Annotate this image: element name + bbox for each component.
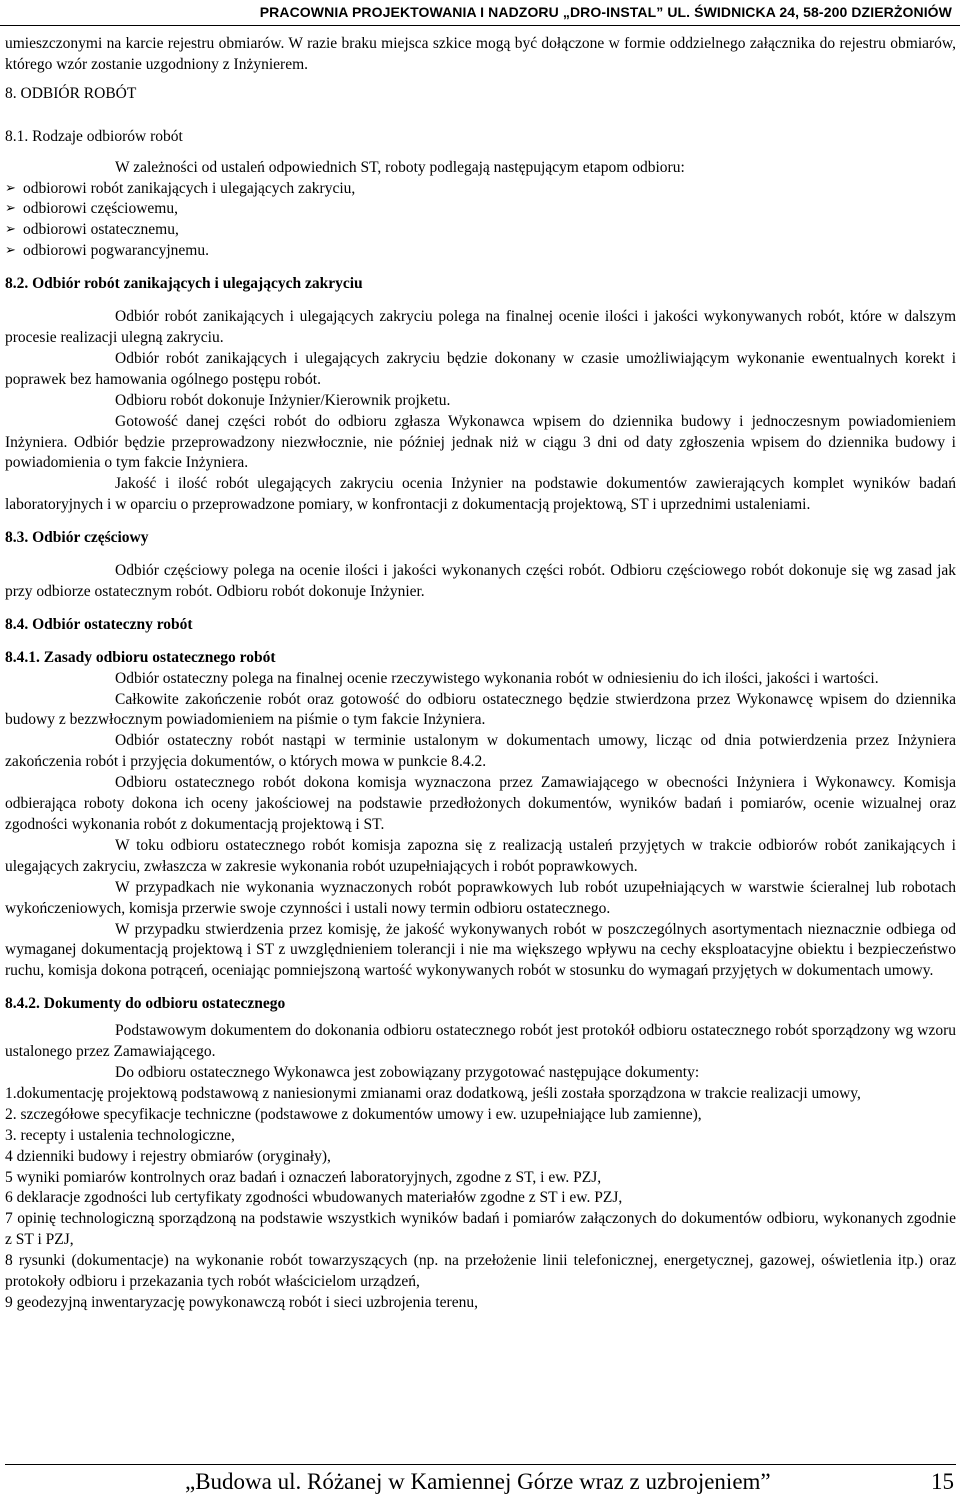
paragraph: Odbiór ostateczny robót nastąpi w terminie ustalonym w dokumentach umowy, licząc od dnia potwierdzenia przez Inżyniera zakończenia robót i przyjęcia dokumentów, o których mowa w punkcie 8.4.2. (5, 732, 956, 771)
subsection-heading: 8.4.1. Zasady odbioru ostatecznego robót (5, 648, 276, 666)
list-item: 9 geodezyjną inwentaryzację powykonawczą robót i sieci uzbrojenia terenu, (5, 1293, 478, 1311)
paragraph: Całkowite zakończenie robót oraz gotowość do odbioru ostatecznego będzie stwierdzona przez Wykonawcę wpisem do dziennika budowy z bezzwłocznym powiadomieniem na piśmie o tym fakcie Inżyniera. (5, 690, 956, 729)
list-item: ➢ odbiorowi pogwarancyjnemu. (5, 241, 956, 262)
page-content (5, 34, 956, 1314)
paragraph: Odbiór robót zanikających i ulegających zakryciu polega na finalnej ocenie ilości i jakości wykonywanych robót, które w dalszym procesie realizacji ulegną zakryciu. (5, 308, 956, 346)
paragraph: W toku odbioru ostatecznego robót komisja zapozna się z realizacją ustaleń przyjętych w trakcie odbiorów robót zanikających i ulegających zakryciu, zwłaszcza w zakresie wykonania robót uzupełniających i robót poprawkowych. (5, 836, 956, 875)
paragraph: Odbioru ostatecznego robót dokona komisja wyznaczona przez Zamawiającego w obecności Inżyniera i Wykonawcy. Komisja odbierająca roboty dokona ich oceny jakościowej na podstawie przedłożonych dokumentów, wyników badań i pomiarów, ocenie wizualnej oraz zgodności wykonania robót z dokumentacją projektową i ST. (5, 774, 956, 833)
list-item: 8 rysunki (dokumentacje) na wykonanie robót towarzyszących (np. na przełożenie linii telefonicznej, energetycznej, gazowej, oświetlenia itp.) oraz protokoły odbioru i przekazania tych robót właścicielom urządzeń, (5, 1252, 956, 1291)
list-item: ➢ odbiorowi częściowemu, (5, 199, 956, 220)
paragraph: Podstawowym dokumentem do dokonania odbioru ostatecznego robót jest protokół odbioru ostatecznego robót sporządzony wg wzoru ustalonego przez Zamawiającego. (5, 1022, 956, 1061)
paragraph: Odbiór ostateczny polega na finalnej ocenie rzeczywistego wykonania robót w odniesieniu do ich ilości, jakości i wartości. (115, 669, 879, 687)
list-item: ➢ odbiorowi ostatecznemu, (5, 220, 956, 241)
paragraph: Jakość i ilość robót ulegających zakryciu ocenia Inżynier na podstawie dokumentów zawierających komplet wyników badań laboratoryjnych i w oparciu o przeprowadzone pomiary, w konfrontacji z dokumentacją projektową, ST i uprzednimi ustaleniami. (5, 475, 956, 514)
section-heading: 8. ODBIÓR ROBÓT (5, 84, 137, 102)
section-heading: 8.1. Rodzaje odbiorów robót (5, 127, 183, 145)
section-heading: 8.3. Odbiór częściowy (5, 529, 149, 547)
arrow-bullet-icon: ➢ (5, 222, 16, 238)
list-item: 2. szczegółowe specyfikacje techniczne (podstawowe z dokumentów umowy i ew. uzupełniające lub zamienne), (5, 1105, 702, 1123)
page-footer (5, 1464, 956, 1495)
subsection-heading: 8.4.2. Dokumenty do odbioru ostatecznego (5, 995, 286, 1013)
list-item: ➢ odbiorowi robót zanikających i ulegających zakryciu, (5, 179, 956, 200)
section-heading: 8.4. Odbiór ostateczny robót (5, 615, 193, 633)
paragraph: W przypadkach nie wykonania wyznaczonych robót poprawkowych lub robót uzupełniających w warstwie ścieralnej lub robotach wykończeniowych, komisja przerwie swoje czynności i ustali nowy termin odbioru ostatecznego. (5, 878, 956, 917)
arrow-bullet-icon: ➢ (5, 180, 16, 196)
paragraph: Do odbioru ostatecznego Wykonawca jest zobowiązany przygotować następujące dokumenty: (115, 1063, 700, 1081)
list-item: 3. recepty i ustalenia technologiczne, (5, 1126, 235, 1144)
paragraph: W zależności od ustaleń odpowiednich ST, roboty podlegają następującym etapom odbioru: (115, 158, 685, 176)
page-number: 15 (931, 1469, 954, 1494)
paragraph: umieszczonymi na karcie rejestru obmiarów. W razie braku miejsca szkice mogą być dołączone w formie oddzielnego załącznika do rejestru obmiarów, którego wzór zostanie uzgodniony z Inżynierem. (5, 35, 956, 73)
section-heading: 8.2. Odbiór robót zanikających i ulegających zakryciu (5, 275, 363, 293)
page-header: PRACOWNIA PROJEKTOWANIA I NADZORU „DRO-INSTAL” UL. ŚWIDNICKA 24, 58-200 DZIERŻONIÓW (0, 0, 960, 26)
paragraph: W przypadku stwierdzenia przez komisję, że jakość wykonywanych robót w poszczególnych asortymentach nieznacznie odbiega od wymaganej dokumentacją projektową i ST z uwzględnieniem tolerancji i nie ma większego wpływu na cechy eksploatacyjne obiektu i bezpieczeństwo ruchu, komisja dokona potrąceń, oceniając pomniejszoną wartość wykonywanych robót w stosunku do wymagań przyjętych w dokumentach umowy. (5, 920, 956, 980)
paragraph: Odbioru robót dokonuje Inżynier/Kierownik projketu. (115, 391, 451, 409)
paragraph: Odbiór robót zanikających i ulegających zakryciu będzie dokonany w czasie umożliwiającym wykonanie ewentualnych korekt i poprawek bez hamowania ogólnego postępu robót. (5, 349, 956, 388)
paragraph: Odbiór częściowy polega na ocenie ilości i jakości wykonanych części robót. Odbioru częściowego robót dokonuje się wg zasad jak przy odbiorze ostatecznym robót. Odbioru robót dokonuje Inżynier. (5, 562, 956, 600)
list-item: 6 deklaracje zgodności lub certyfikaty zgodności wbudowanych materiałów zgodne z ST i ew. PZJ, (5, 1189, 623, 1207)
list-item: 4 dzienniki budowy i rejestry obmiarów (oryginały), (5, 1147, 331, 1165)
footer-title: „Budowa ul. Różanej w Kamiennej Górze wraz z uzbrojeniem” (185, 1469, 771, 1494)
list-item: 1.dokumentację projektową podstawową z naniesionymi zmianami oraz dodatkową, jeśli została sporządzona w trakcie realizacji umowy, (5, 1084, 861, 1102)
list-item: 5 wyniki pomiarów kontrolnych oraz badań i oznaczeń laboratoryjnych, zgodne z ST, i ew. PZJ, (5, 1168, 602, 1186)
list-item: 7 opinię technologiczną sporządzoną na podstawie wszystkich wyników badań i pomiarów załączonych do dokumentów odbioru, wykonanych zgodnie z ST i PZJ, (5, 1210, 956, 1249)
arrow-bullet-icon: ➢ (5, 201, 16, 217)
paragraph: Gotowość danej części robót do odbioru zgłasza Wykonawca wpisem do dziennika budowy i jednoczesnym powiadomieniem Inżyniera. Odbiór będzie przeprowadzony niezwłocznie, nie później jednak niż w ciągu 3 dni od daty zgłoszenia wpisem do dziennika budowy i powiadomienia o tym fakcie Inżyniera. (5, 412, 956, 472)
arrow-bullet-icon: ➢ (5, 243, 16, 259)
